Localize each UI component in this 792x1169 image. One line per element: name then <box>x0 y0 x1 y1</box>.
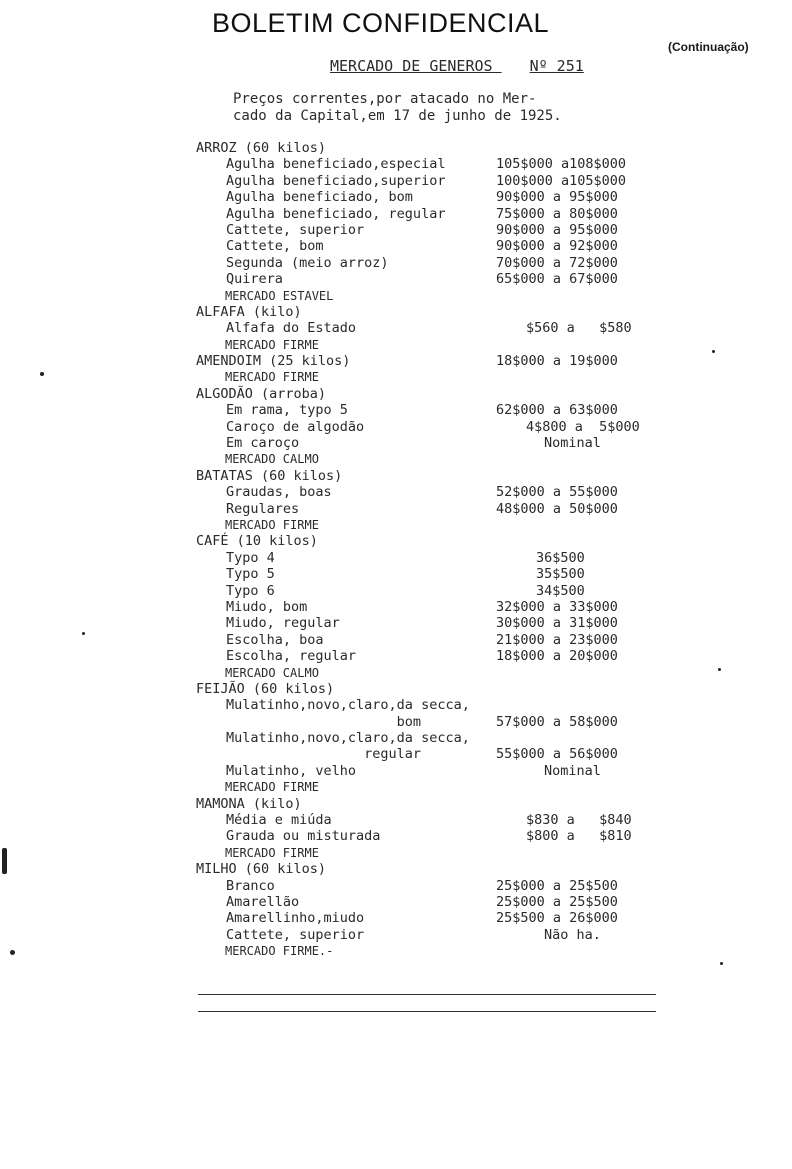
product-name: Mulatinho,novo,claro,da secca, <box>226 697 470 714</box>
product-row <box>196 599 666 615</box>
product-name: Amarellinho,miudo <box>226 910 365 927</box>
market-status: MERCADO ESTAVEL <box>225 288 334 303</box>
product-name: Em rama, typo 5 <box>226 402 348 419</box>
product-row <box>196 320 666 336</box>
category-row <box>196 468 666 484</box>
divider-line <box>198 1011 656 1012</box>
price-value: $560 a $580 <box>526 320 632 337</box>
continuation-label: (Continuação) <box>668 40 749 54</box>
market-name: MERCADO DE GENEROS <box>330 57 493 75</box>
product-name: Amarellão <box>226 893 300 910</box>
product-row <box>196 632 666 648</box>
product-row <box>196 435 666 451</box>
price-value: 48$000 a 50$000 <box>496 500 618 517</box>
divider-line <box>198 994 656 995</box>
product-row <box>196 189 666 205</box>
product-row <box>196 730 666 746</box>
market-status-row <box>196 517 666 533</box>
price-value: 100$000 a105$000 <box>496 172 627 189</box>
category-row <box>196 861 666 877</box>
product-row <box>196 255 666 271</box>
intro-line: cado da Capital,em 17 de junho de 1925. <box>233 108 562 124</box>
product-row <box>196 238 666 254</box>
product-name: Branco <box>226 877 275 894</box>
product-name: Quirera <box>226 271 283 288</box>
product-row <box>196 828 666 844</box>
category-name: ALGODÃO (arroba) <box>196 385 327 402</box>
product-name: Miudo, bom <box>226 598 308 615</box>
product-row <box>196 419 666 435</box>
product-row <box>196 566 666 582</box>
market-status-row <box>196 845 666 861</box>
price-value: 32$000 a 33$000 <box>496 598 618 615</box>
category-row <box>196 533 666 549</box>
product-name: Agulha beneficiado, bom <box>226 189 413 206</box>
bulletin-subtitle <box>330 57 584 75</box>
product-row <box>196 550 666 566</box>
product-row <box>196 812 666 828</box>
market-status-row <box>196 665 666 681</box>
market-status-row <box>196 337 666 353</box>
product-name: Mulatinho, velho <box>226 762 357 779</box>
product-row <box>196 894 666 910</box>
market-status: MERCADO FIRME.- <box>225 944 334 959</box>
price-value: 35$500 <box>536 566 585 583</box>
category-name: MAMONA (kilo) <box>196 795 302 812</box>
product-row <box>196 927 666 943</box>
price-value: 90$000 a 95$000 <box>496 189 618 206</box>
product-name: Cattete, superior <box>226 221 365 238</box>
product-name: Alfafa do Estado <box>226 320 357 337</box>
market-status-row <box>196 451 666 467</box>
product-row <box>196 501 666 517</box>
product-name: Mulatinho,novo,claro,da secca, <box>226 730 470 747</box>
product-row <box>196 173 666 189</box>
product-name: Caroço de algodão <box>226 418 365 435</box>
product-row <box>196 222 666 238</box>
category-row <box>196 386 666 402</box>
price-value: $830 a $840 <box>526 812 632 829</box>
category-name: AMENDOIM (25 kilos) <box>196 353 351 370</box>
product-row <box>196 156 666 172</box>
price-value: 25$000 a 25$500 <box>496 893 618 910</box>
market-status-row <box>196 943 666 959</box>
price-value: 21$000 a 23$000 <box>496 631 618 648</box>
market-status-row <box>196 779 666 795</box>
market-status: MERCADO FIRME <box>225 845 319 860</box>
scan-speck <box>712 350 715 353</box>
product-name: Graudas, boas <box>226 484 332 501</box>
category-name: MILHO (60 kilos) <box>196 861 327 878</box>
product-name: Typo 5 <box>226 566 275 583</box>
category-row <box>196 304 666 320</box>
intro-line: Preços correntes,por atacado no Mer- <box>233 91 537 107</box>
product-row <box>196 746 666 762</box>
product-row <box>196 615 666 631</box>
product-name: Escolha, boa <box>226 631 324 648</box>
price-value: 30$000 a 31$000 <box>496 615 618 632</box>
market-status: MERCADO FIRME <box>225 337 319 352</box>
price-value: 18$000 a 19$000 <box>496 353 618 370</box>
scan-speck <box>2 848 7 874</box>
price-value: Nominal <box>544 762 601 779</box>
market-status: MERCADO FIRME <box>225 370 319 385</box>
product-name: regular <box>226 746 422 763</box>
product-row <box>196 484 666 500</box>
price-value: 65$000 a 67$000 <box>496 271 618 288</box>
market-status-row <box>196 369 666 385</box>
product-row <box>196 648 666 664</box>
product-name: Typo 6 <box>226 582 275 599</box>
price-value: 36$500 <box>536 549 585 566</box>
page-header-title: BOLETIM CONFIDENCIAL <box>212 8 550 38</box>
price-value: 105$000 a108$000 <box>496 156 627 173</box>
price-value: 34$500 <box>536 582 585 599</box>
market-status: MERCADO FIRME <box>225 517 319 532</box>
price-listing <box>196 140 666 960</box>
category-row <box>196 353 666 369</box>
product-row <box>196 402 666 418</box>
price-value: 62$000 a 63$000 <box>496 402 618 419</box>
product-name: Agulha beneficiado,especial <box>226 156 446 173</box>
price-value: $800 a $810 <box>526 828 632 845</box>
intro-paragraph <box>233 91 562 125</box>
price-value: 52$000 a 55$000 <box>496 484 618 501</box>
scan-speck <box>720 962 723 965</box>
product-name: Segunda (meio arroz) <box>226 254 389 271</box>
category-name: FEIJÃO (60 kilos) <box>196 680 335 697</box>
scan-speck <box>82 632 85 635</box>
scan-speck <box>10 950 15 955</box>
scan-speck <box>40 372 44 376</box>
product-name: Miudo, regular <box>226 615 340 632</box>
product-row <box>196 910 666 926</box>
product-name: Escolha, regular <box>226 648 357 665</box>
product-name: Agulha beneficiado, regular <box>226 205 446 222</box>
price-value: 90$000 a 95$000 <box>496 221 618 238</box>
product-row <box>196 878 666 894</box>
product-name: Agulha beneficiado,superior <box>226 172 446 189</box>
price-value: 55$000 a 56$000 <box>496 746 618 763</box>
category-name: ALFAFA (kilo) <box>196 303 302 320</box>
category-row <box>196 681 666 697</box>
product-name: bom <box>226 713 422 730</box>
category-name: CAFÉ (10 kilos) <box>196 533 318 550</box>
category-row <box>196 796 666 812</box>
price-value: 57$000 a 58$000 <box>496 713 618 730</box>
bulletin-number: Nº 251 <box>529 57 584 75</box>
product-name: Em caroço <box>226 435 300 452</box>
price-value: Não ha. <box>544 926 601 943</box>
category-name: ARROZ (60 kilos) <box>196 140 327 156</box>
product-name: Cattete, bom <box>226 238 324 255</box>
scan-speck <box>718 668 721 671</box>
price-value: 25$000 a 25$500 <box>496 877 618 894</box>
price-value: 4$800 a 5$000 <box>526 418 640 435</box>
product-row <box>196 697 666 713</box>
market-status-row <box>196 288 666 304</box>
price-value: 75$000 a 80$000 <box>496 205 618 222</box>
price-value: 25$500 a 26$000 <box>496 910 618 927</box>
product-name: Média e miúda <box>226 812 332 829</box>
price-value: 18$000 a 20$000 <box>496 648 618 665</box>
product-row <box>196 206 666 222</box>
category-name: BATATAS (60 kilos) <box>196 467 343 484</box>
product-row <box>196 714 666 730</box>
category-row <box>196 140 666 156</box>
product-name: Regulares <box>226 500 300 517</box>
price-value: 70$000 a 72$000 <box>496 254 618 271</box>
product-name: Grauda ou misturada <box>226 828 381 845</box>
product-name: Typo 4 <box>226 549 275 566</box>
product-name: Cattete, superior <box>226 926 365 943</box>
market-status: MERCADO FIRME <box>225 780 319 795</box>
price-value: 90$000 a 92$000 <box>496 238 618 255</box>
market-status: MERCADO CALMO <box>225 452 319 467</box>
price-value: Nominal <box>544 435 601 452</box>
product-row <box>196 583 666 599</box>
product-row <box>196 763 666 779</box>
market-status: MERCADO CALMO <box>225 665 319 680</box>
product-row <box>196 271 666 287</box>
